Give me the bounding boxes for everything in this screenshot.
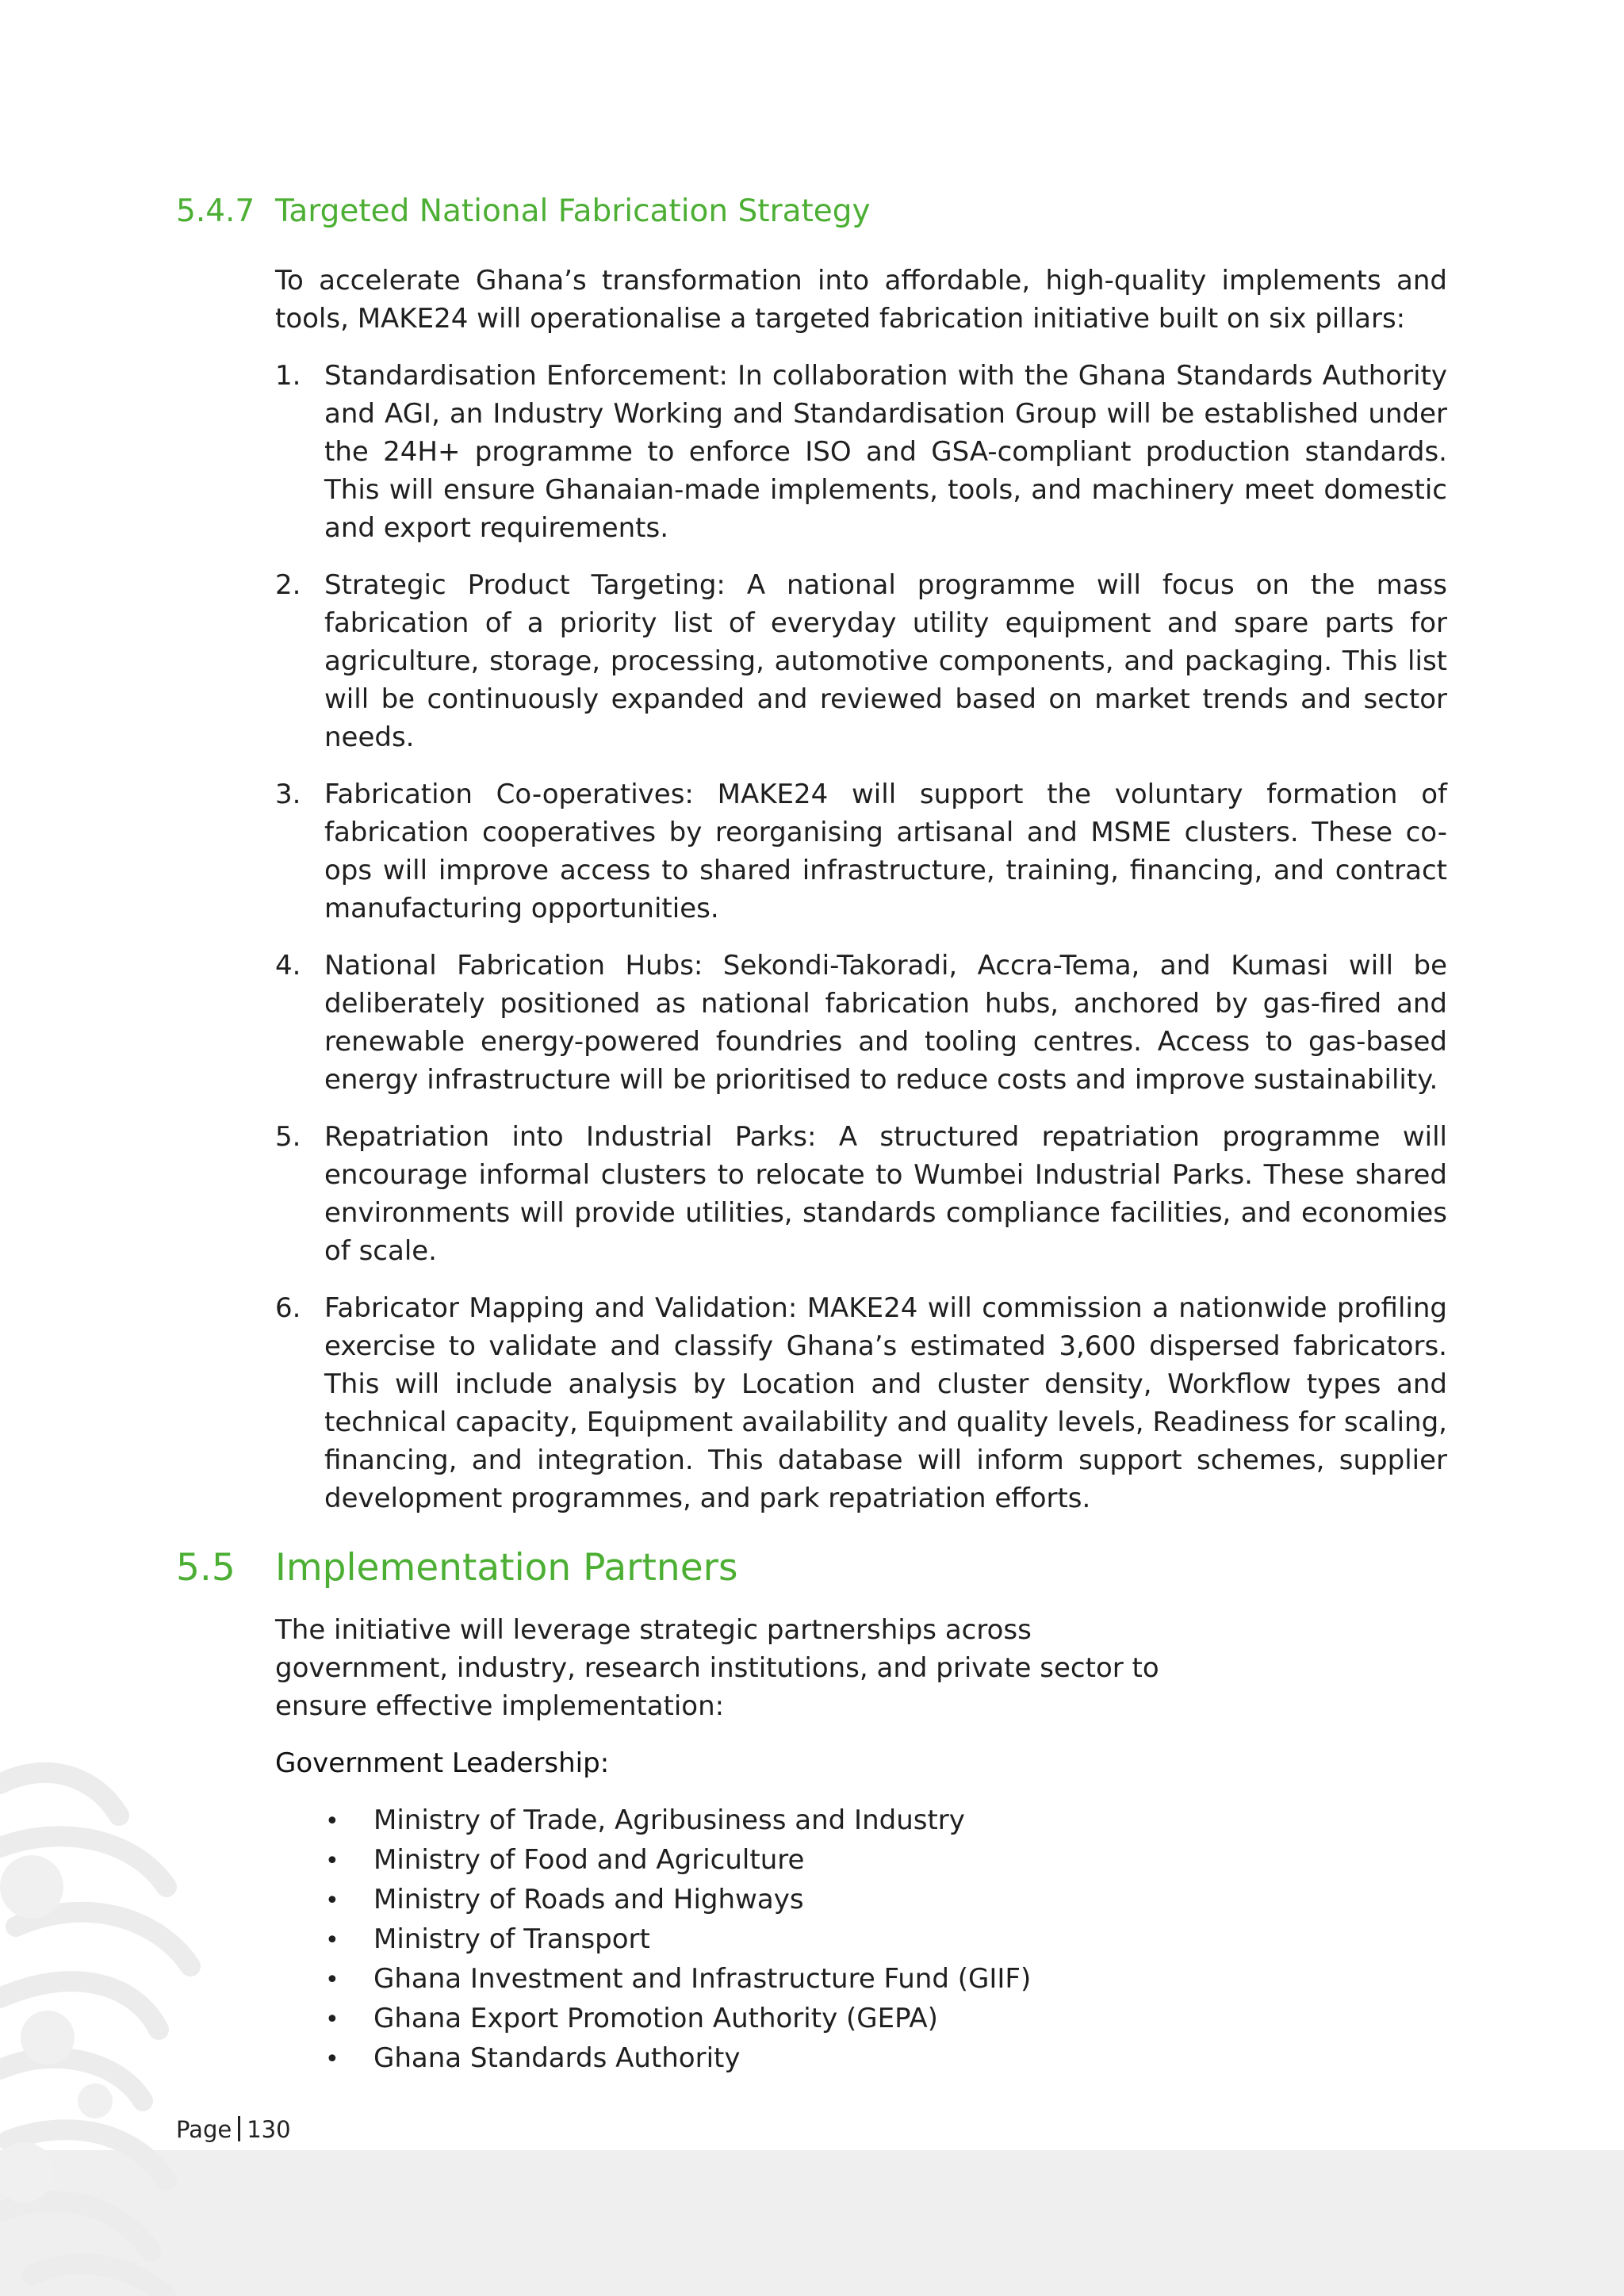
list-item-text: Ministry of Roads and Highways xyxy=(373,1884,804,1915)
section-intro-paragraph: To accelerate Ghana’s transformation into affordable, high-quality implements and tools, MAKE24 will operationalise a targeted fabrication initiative built on six pillars: xyxy=(275,265,1447,335)
list-item xyxy=(325,1960,1356,1999)
section-heading-5-5 xyxy=(176,1546,737,1590)
partners-intro-paragraph: The initiative will leverage strategic partnerships across government, industry, research institutions, and private sector to ensure effective implementation: xyxy=(275,1614,1159,1722)
list-item xyxy=(325,1999,1356,2039)
pillars-list xyxy=(275,357,1447,1536)
section-number: 5.4.7 xyxy=(176,193,255,229)
section-number: 5.5 xyxy=(176,1546,236,1590)
list-item-text: Strategic Product Targeting: A national programme will focus on the mass fabrication of a priority list of everyday utility equipment and spare parts for agriculture, storage, processing, automotive components, and packaging. This list will be continuously expanded and reviewed based on market trends and sector needs. xyxy=(324,569,1447,753)
bullet-icon: • xyxy=(325,2045,339,2073)
section-heading-5-4-7 xyxy=(176,193,871,229)
list-item-text: National Fabrication Hubs: Sekondi-Takoradi, Accra-Tema, and Kumasi will be deliberately positioned as national fabrication hubs, anchored by gas-fired and renewable energy-powered foundries and tooling centres. Access to gas-based energy infrastructure will be prioritised to reduce costs and improve sustainability. xyxy=(324,950,1447,1096)
list-item xyxy=(325,2039,1356,2079)
list-item xyxy=(325,1841,1356,1881)
list-item-text: Ministry of Trade, Agribusiness and Industry xyxy=(373,1804,965,1836)
bullet-icon: • xyxy=(325,1927,339,1954)
list-item xyxy=(275,775,1447,928)
list-item-text: Repatriation into Industrial Parks: A structured repatriation programme will encourage informal clusters to relocate to Wumbei Industrial Parks. These shared environments will provide utilities, standards compliance facilities, and economies of scale. xyxy=(324,1121,1447,1267)
list-item-number: 4. xyxy=(275,950,301,982)
government-leadership-label: Government Leadership: xyxy=(275,1747,610,1779)
list-item-text: Ghana Investment and Infrastructure Fund (GIIF) xyxy=(373,1963,1032,1995)
list-item-number: 5. xyxy=(275,1121,301,1153)
list-item xyxy=(275,1289,1447,1517)
list-item-text: Ghana Standards Authority xyxy=(373,2042,741,2074)
bullet-icon: • xyxy=(325,2006,339,2034)
list-item xyxy=(275,357,1447,547)
list-item-number: 6. xyxy=(275,1292,301,1324)
bullet-icon: • xyxy=(325,1808,339,1835)
list-item-text: Ghana Export Promotion Authority (GEPA) xyxy=(373,2003,938,2034)
section-title: Implementation Partners xyxy=(275,1546,738,1590)
bullet-icon: • xyxy=(325,1966,339,1994)
page-separator xyxy=(238,2116,240,2141)
list-item-text: Fabrication Co-operatives: MAKE24 will support the voluntary formation of fabrication cooperatives by reorganising artisanal and MSME clusters. These co-ops will improve access to shared infrastructure, training, financing, and contract manufacturing opportunities. xyxy=(324,779,1447,924)
page-number xyxy=(176,2112,291,2147)
bullet-icon: • xyxy=(325,1887,339,1915)
list-item-text: Standardisation Enforcement: In collaboration with the Ghana Standards Authority and AGI, an Industry Working and Standardisation Group will be established under the 24H+ programme to enforce ISO and GSA-compliant production standards. This will ensure Ghanaian-made implements, tools, and machinery meet domestic and export requirements. xyxy=(324,360,1447,544)
page-number-value: 130 xyxy=(247,2116,291,2143)
list-item xyxy=(325,1801,1356,1841)
list-item xyxy=(325,1881,1356,1920)
list-item-number: 2. xyxy=(275,569,301,601)
list-item-number: 3. xyxy=(275,779,301,810)
list-item-number: 1. xyxy=(275,360,301,392)
list-item xyxy=(275,1118,1447,1270)
bullet-icon: • xyxy=(325,1847,339,1875)
page-label: Page xyxy=(176,2116,232,2143)
list-item xyxy=(275,947,1447,1099)
government-partners-list xyxy=(325,1801,1356,2079)
list-item xyxy=(325,1920,1356,1960)
section-title: Targeted National Fabrication Strategy xyxy=(275,193,871,229)
list-item xyxy=(275,566,1447,756)
list-item-text: Ministry of Transport xyxy=(373,1923,650,1955)
list-item-text: Fabricator Mapping and Validation: MAKE24 will commission a nationwide profiling exercise to validate and classify Ghana’s estimated 3,600 dispersed fabricators. This will include analysis by Location and cluster density, Workflow types and technical capacity, Equipment availability and quality levels, Readiness for scaling, financing, and integration. This database will inform support schemes, supplier development programmes, and park repatriation efforts. xyxy=(324,1292,1447,1514)
list-item-text: Ministry of Food and Agriculture xyxy=(373,1844,805,1876)
